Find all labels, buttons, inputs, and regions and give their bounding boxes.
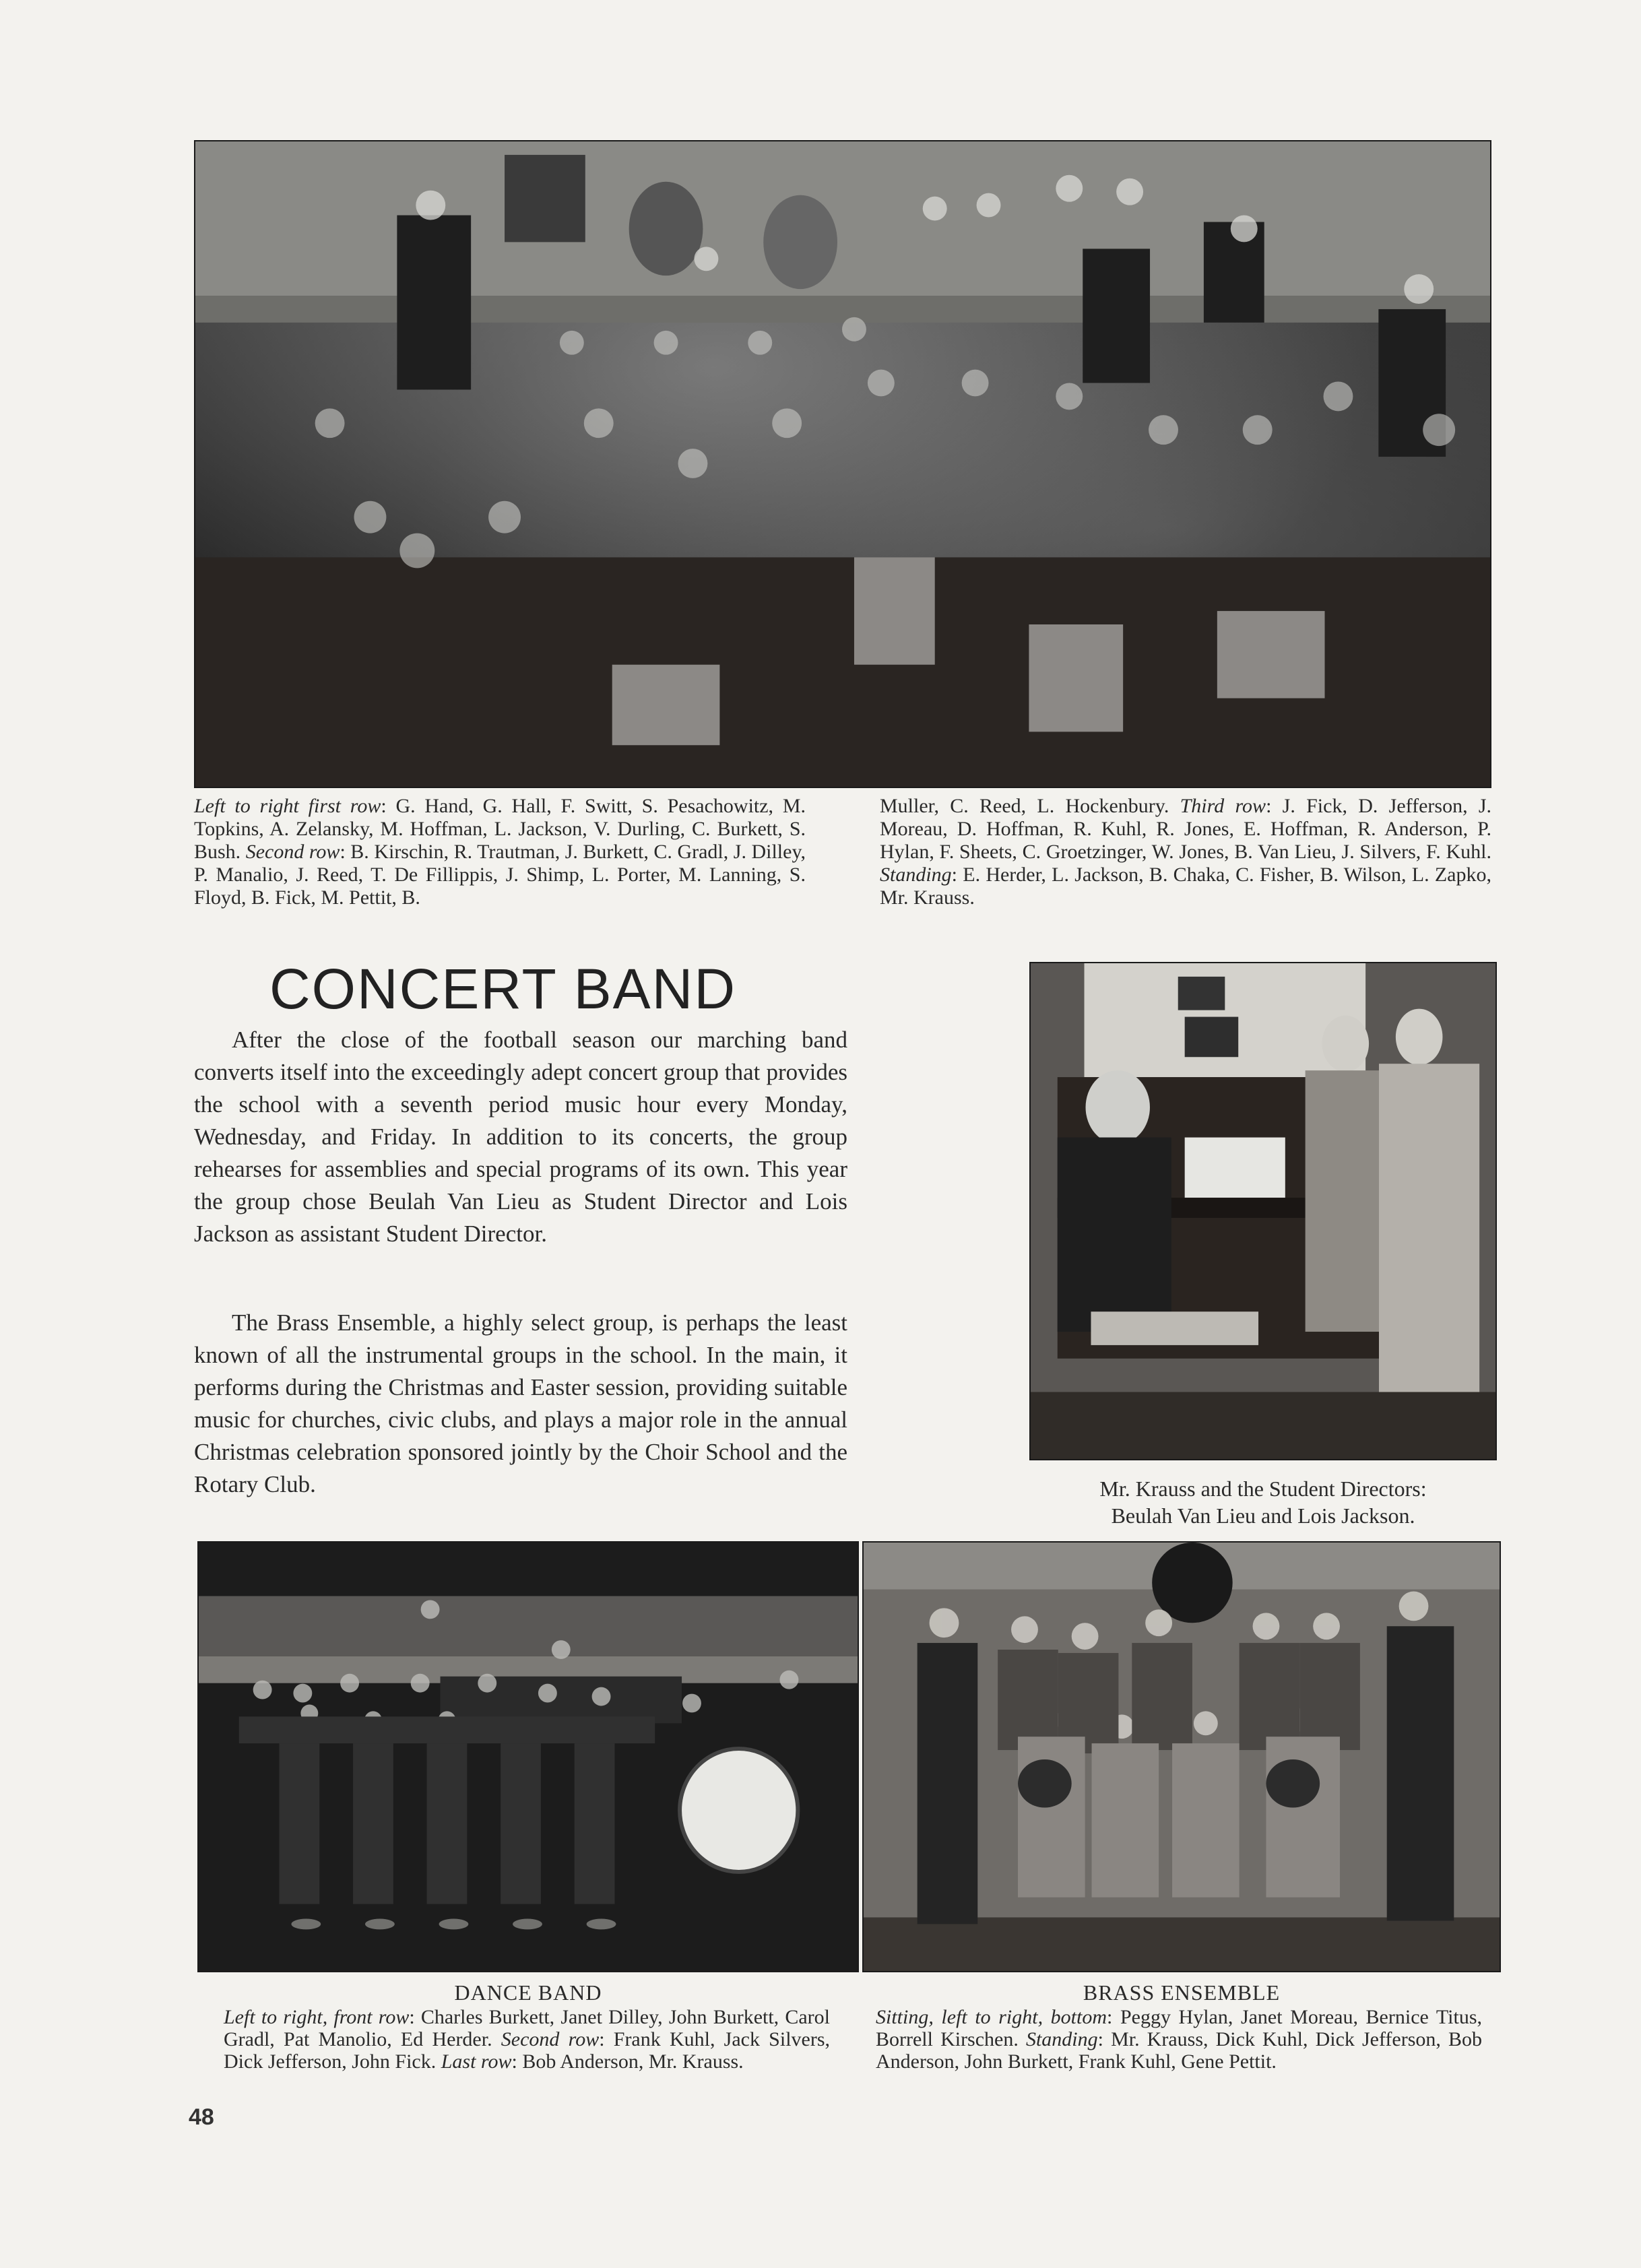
caption-label: Sitting, left to right, bottom [876, 2006, 1107, 2028]
caption-text: : B. Kirschin, R. Trautman, J. Burkett, C. Gradl, J. Dilley, P. Manalio, J. Reed, T. De Fillippis, J. Shimp, L. Porter, M. Lanning, S. Floyd, B. Fick, M. Pettit, B. [194, 841, 806, 909]
concert-band-photo-art [195, 141, 1490, 787]
page-number: 48 [189, 2104, 214, 2130]
directors-caption-line2: Beulah Van Lieu and Lois Jackson. [1111, 1503, 1415, 1528]
caption-label: Left to right, front row [224, 2006, 410, 2028]
caption-text: : G. Hand, G. Hall, F. Switt, S. Pesachowitz, M. Topkins, A. Zelansky, M. Hoffman, L. Jackson, V. Durling, C. Burkett, S. Bush. [194, 795, 806, 863]
body-paragraph-2: The Brass Ensemble, a highly select group, is perhaps the least known of all the instrumental groups in the school. In the main, it performs during the Christmas and Easter session, providing suitable music for churches, civic clubs, and plays a major role in the annual Christmas celebration sponsored jointly by the Choir School and the Rotary Club. [194, 1309, 847, 1497]
caption-text: : Mr. Krauss, Dick Kuhl, Dick Jefferson, Bob Anderson, John Burkett, Frank Kuhl, Gene Pettit. [876, 2028, 1482, 2073]
caption-label: Third row [1180, 795, 1266, 817]
caption-label: Standing [1025, 2028, 1098, 2050]
directors-caption-line1: Mr. Krauss and the Student Directors: [1099, 1477, 1427, 1501]
concert-band-caption-left [194, 795, 806, 909]
brass-ensemble-photo [862, 1541, 1501, 1972]
directors-photo-art [1031, 963, 1495, 1459]
body-paragraph-1: After the close of the football season our marching band converts itself into the exceedingly adept concert group that provides the school with a seventh period music hour every Monday, Wednesday, and Friday. In addition to its concerts, the group rehearses for assemblies and special programs of its own. This year the group chose Beulah Van Lieu as Student Director and Lois Jackson as assistant Student Director. [194, 1027, 847, 1247]
caption-label: Second row [501, 2028, 600, 2050]
caption-text: : E. Herder, L. Jackson, B. Chaka, C. Fisher, B. Wilson, L. Zapko, Mr. Krauss. [880, 864, 1491, 909]
caption-label: Left to right first row [194, 795, 381, 817]
caption-text: : Frank Kuhl, Jack Silvers, Dick Jefferson, John Fick. [224, 2028, 831, 2073]
brass-ensemble-label: BRASS ENSEMBLE [1083, 1980, 1281, 2005]
dance-band-caption [224, 2006, 830, 2073]
caption-text: : Peggy Hylan, Janet Moreau, Bernice Titus, Borrell Kirschen. [876, 2006, 1482, 2050]
dance-band-label: DANCE BAND [454, 1980, 602, 2005]
dance-band-photo-art [199, 1543, 858, 1971]
brass-ensemble-photo-art [864, 1543, 1500, 1971]
directors-caption [1024, 1475, 1502, 1529]
concert-band-caption-right [880, 795, 1491, 909]
concert-band-photo [194, 140, 1491, 788]
page-title: CONCERT BAND [269, 957, 737, 1020]
caption-text: : Charles Burkett, Janet Dilley, John Burkett, Carol Gradl, Pat Manolio, Ed Herder. [224, 2006, 830, 2050]
dance-band-photo [197, 1541, 859, 1972]
caption-text: : Bob Anderson, Mr. Krauss. [511, 2050, 744, 2073]
directors-photo [1029, 962, 1497, 1460]
caption-text: Muller, C. Reed, L. Hockenbury. [880, 795, 1180, 817]
caption-label: Last row [441, 2050, 512, 2073]
caption-text: : J. Fick, D. Jefferson, J. Moreau, D. Hoffman, R. Kuhl, R. Jones, E. Hoffman, R. Anderson, P. Hylan, F. Sheets, C. Groetzinger, W. Jones, B. Van Lieu, J. Silvers, F. Kuhl. [880, 795, 1492, 863]
caption-label: Standing [880, 864, 952, 886]
caption-label: Second row [245, 841, 340, 863]
brass-ensemble-caption [876, 2006, 1482, 2073]
